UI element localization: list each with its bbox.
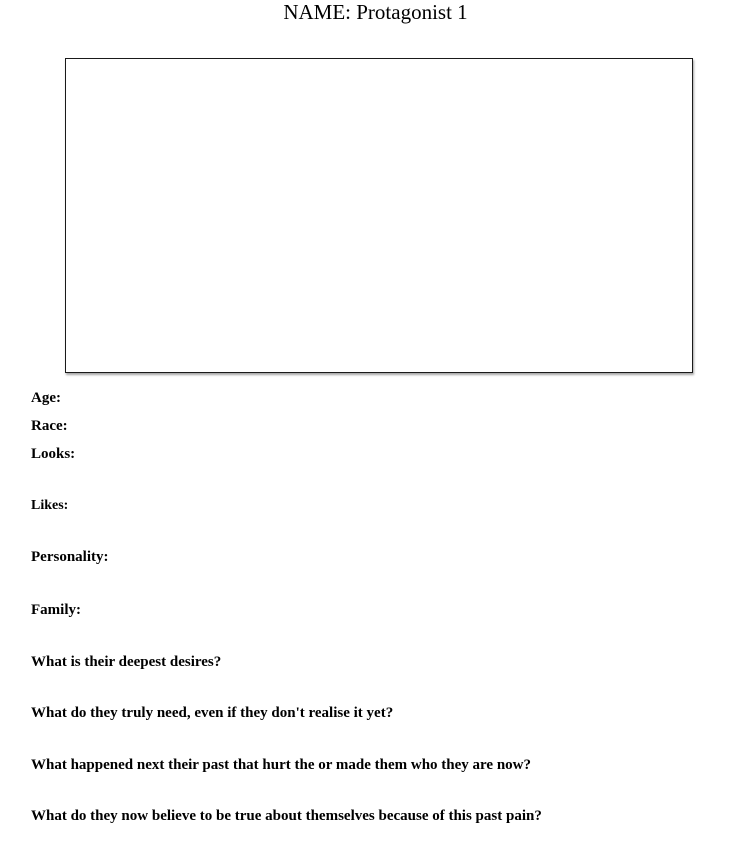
question-true-need: What do they truly need, even if they don't realise it yet? — [31, 705, 394, 721]
race-label: Race: — [31, 418, 68, 434]
age-label: Age: — [31, 390, 61, 406]
likes-label: Likes: — [31, 498, 69, 513]
question-belief-about-self: What do they now believe to be true about themselves because of this past pain? — [31, 808, 542, 824]
page-title: NAME: Protagonist 1 — [283, 0, 468, 24]
character-image-box — [65, 58, 693, 373]
looks-label: Looks: — [31, 446, 76, 462]
question-past-hurt: What happened next their past that hurt the or made them who they are now? — [31, 757, 532, 773]
personality-label: Personality: — [31, 549, 109, 565]
question-deepest-desires: What is their deepest desires? — [31, 654, 222, 670]
family-label: Family: — [31, 602, 81, 618]
